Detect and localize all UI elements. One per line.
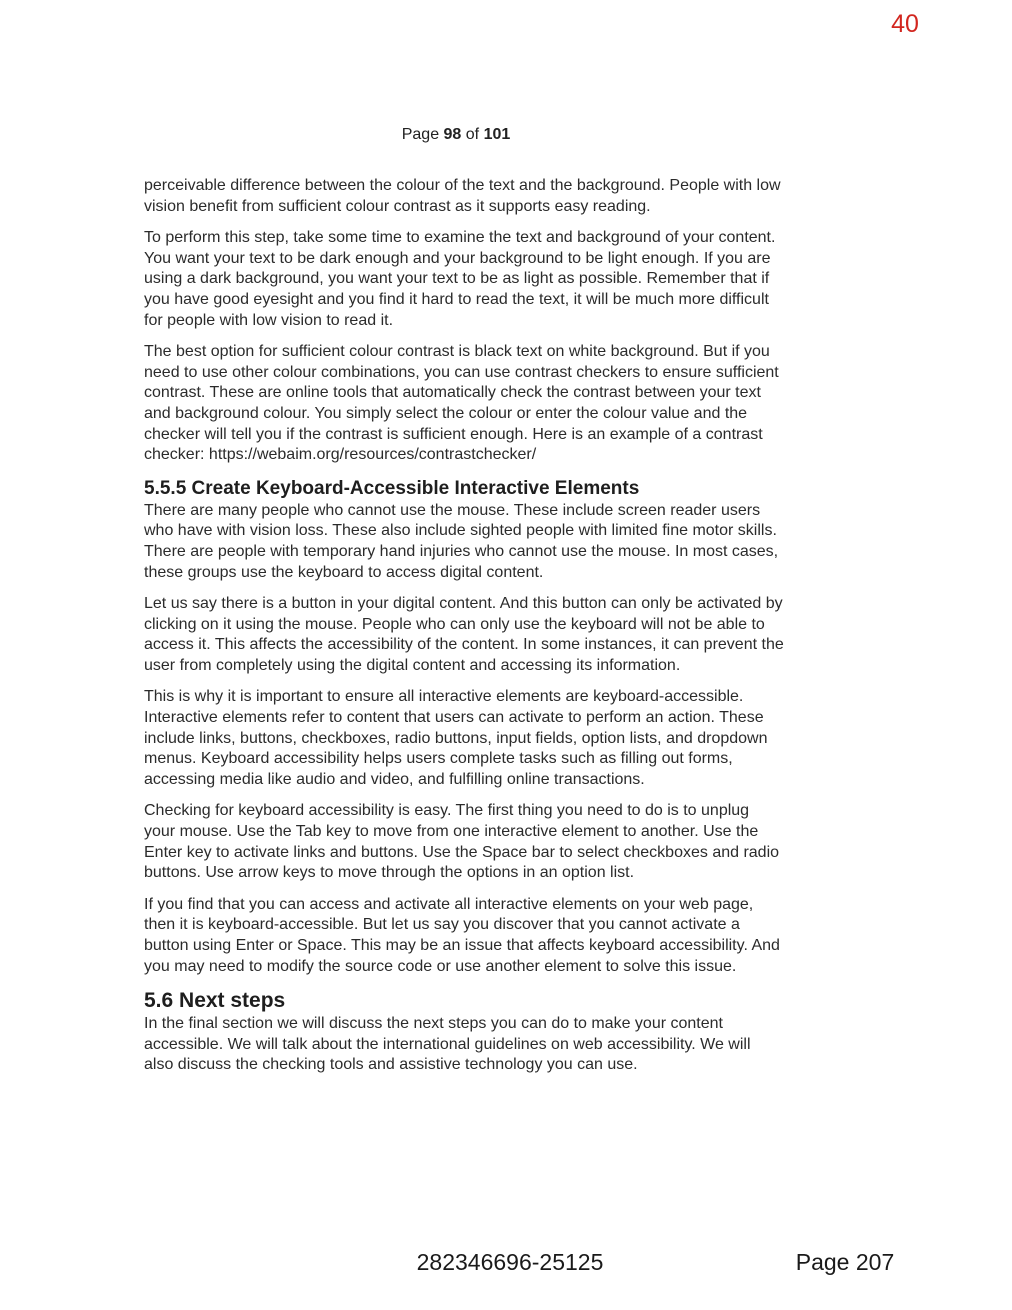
page-header [0, 126, 912, 144]
paragraph: Let us say there is a button in your digital content. And this button can only be activated by clicking on it using the mouse. People who can only use the keyboard will not be able to access it. This affects the accessibility of the content. In some instances, it can prevent the user from completely using the digital content and accessing its information. [144, 595, 784, 674]
paragraph: There are many people who cannot use the mouse. These include screen reader users who have with vision loss. These also include sighted people with limited fine motor skills. There are people with temporary hand injuries who cannot use the mouse. In most cases, these groups use the keyboard to access digital content. [144, 501, 779, 581]
page-stamp-number: 40 [891, 10, 919, 38]
footer-document-id: 282346696-25125 [416, 1249, 604, 1275]
paragraph: perceivable difference between the colour of the text and the background. People with low vision benefit from sufficient colour contrast as it supports easy reading. [144, 177, 781, 215]
section-heading-5-5-5: 5.5.5 Create Keyboard-Accessible Interactive Elements [144, 477, 640, 499]
page-header-current: 98 [443, 126, 462, 143]
paragraph: This is why it is important to ensure all interactive elements are keyboard-accessible. Interactive elements refer to content that users can activate to perform an action. These include links, buttons, checkboxes, radio buttons, input fields, option lists, and dropdown menus. Keyboard accessibility helps users complete tasks such as filling out forms, accessing media like audio and video, and fulfilling online transactions. [144, 688, 768, 788]
paragraph: The best option for sufficient colour contrast is black text on white background. But if you need to use other colour combinations, you can use contrast checkers to ensure sufficient contrast. These are online tools that automatically check the contrast between your text and background colour. You simply select the colour or enter the colour value and the checker will tell you if the contrast is sufficient enough. Here is an example of a contrast checker: https://webaim.org/resources/contrastchecker/ [144, 343, 779, 464]
paragraph: In the final section we will discuss the next steps you can do to make your content accessible. We will talk about the international guidelines on web accessibility. We will also discuss the checking tools and assistive technology you can use. [144, 1015, 751, 1074]
page-header-total: 101 [483, 126, 511, 143]
paragraph: If you find that you can access and activate all interactive elements on your web page, then it is keyboard-accessible. But let us say you discover that you cannot activate a button using Enter or Space. This may be an issue that affects keyboard accessibility. And you may need to modify the source code or use another element to solve this issue. [144, 895, 780, 975]
page-header-middle: of [461, 126, 484, 143]
paragraph: To perform this step, take some time to examine the text and background of your content. You want your text to be dark enough and your background to be light enough. If you are using a dark background, you want your text to be as light as possible. Remember that if you have good eyesight and you find it hard to read the text, it will be much more difficult for people with low vision to read it. [144, 229, 776, 329]
section-heading-5-6: 5.6 Next steps [144, 989, 286, 1013]
document-body [144, 176, 784, 1087]
page-header-prefix: Page [401, 126, 444, 143]
footer-page-number: Page 207 [795, 1249, 895, 1275]
paragraph: Checking for keyboard accessibility is easy. The first thing you need to do is to unplug your mouse. Use the Tab key to move from one interactive element to another. Use the Enter key to activate links and buttons. Use the Space bar to select checkboxes and radio buttons. Use arrow keys to move through the options in an option list. [144, 802, 780, 882]
